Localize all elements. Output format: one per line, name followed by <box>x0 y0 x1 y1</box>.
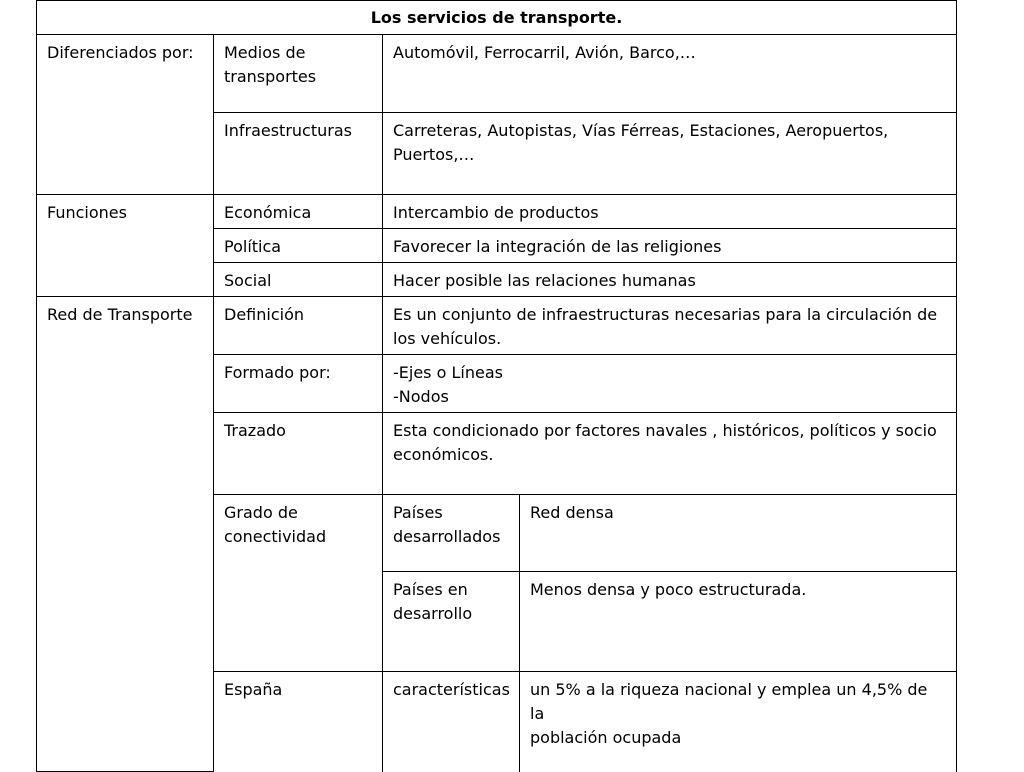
table-row <box>37 195 957 229</box>
row-label-infraestructuras: Infraestructuras <box>214 113 383 195</box>
row-label-formado: Formado por: <box>214 355 383 413</box>
sublabel-desarrollados: Países desarrollados <box>383 495 520 572</box>
row-value-definicion: Es un conjunto de infraestructuras necesarias para la circulación de los vehículos. <box>383 297 957 355</box>
row-label-politica: Política <box>214 229 383 263</box>
row-label-trazado: Trazado <box>214 413 383 495</box>
row-label-conectividad: Grado de conectividad <box>214 495 383 672</box>
group-label-diferenciados: Diferenciados por: <box>37 35 214 195</box>
table-title: Los servicios de transporte. <box>37 1 957 35</box>
row-label-economica: Económica <box>214 195 383 229</box>
row-value-formado: -Ejes o Líneas -Nodos <box>383 355 957 413</box>
row-value-politica: Favorecer la integración de las religiones <box>383 229 957 263</box>
table-title-row <box>37 1 957 35</box>
transport-services-table <box>36 0 957 772</box>
table-row <box>37 297 957 355</box>
row-label-espana: España <box>214 672 383 772</box>
group-label-red: Red de Transporte <box>37 297 214 772</box>
row-label-definicion: Definición <box>214 297 383 355</box>
sublabel-en-desarrollo: Países en desarrollo <box>383 572 520 672</box>
row-label-medios: Medios de transportes <box>214 35 383 113</box>
value-espana: un 5% a la riqueza nacional y emplea un 4,5% de la población ocupada <box>520 672 957 772</box>
row-label-social: Social <box>214 263 383 297</box>
row-value-infraestructuras: Carreteras, Autopistas, Vías Férreas, Estaciones, Aeropuertos, Puertos,… <box>383 113 957 195</box>
row-value-economica: Intercambio de productos <box>383 195 957 229</box>
table-row <box>37 35 957 113</box>
value-en-desarrollo: Menos densa y poco estructurada. <box>520 572 957 672</box>
row-value-trazado: Esta condicionado por factores navales , históricos, políticos y socio económicos. <box>383 413 957 495</box>
value-desarrollados: Red densa <box>520 495 957 572</box>
row-value-medios: Automóvil, Ferrocarril, Avión, Barco,… <box>383 35 957 113</box>
sublabel-caracteristicas: características <box>383 672 520 772</box>
group-label-funciones: Funciones <box>37 195 214 297</box>
row-value-social: Hacer posible las relaciones humanas <box>383 263 957 297</box>
